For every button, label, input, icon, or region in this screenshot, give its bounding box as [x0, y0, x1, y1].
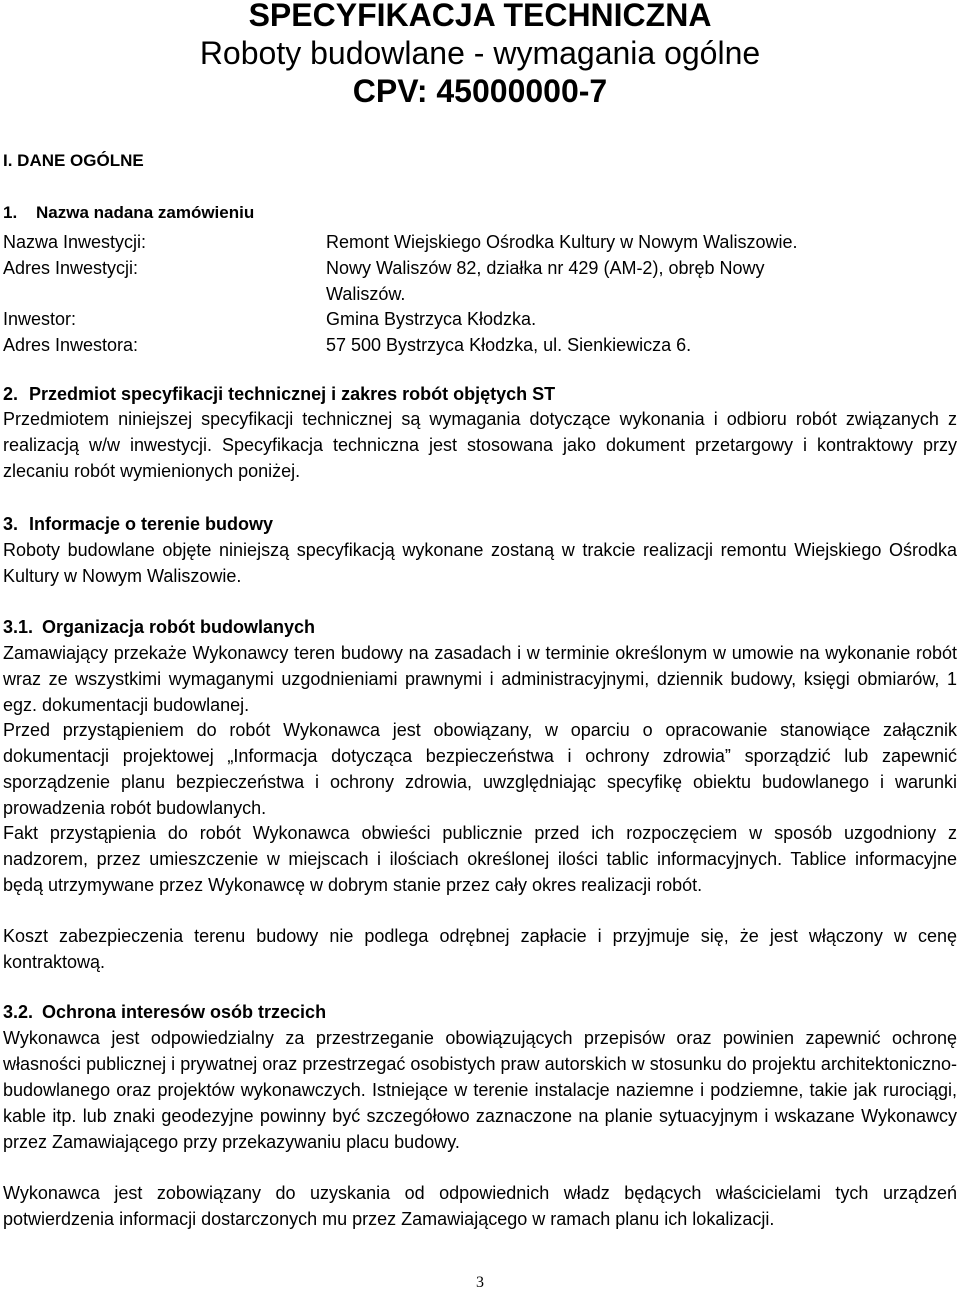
section-2-number: 2.	[3, 384, 19, 404]
field-value-nazwa-inwestycji: Remont Wiejskiego Ośrodka Kultury w Nowym Waliszowie.	[326, 232, 798, 252]
section-1-heading	[3, 200, 254, 226]
section-2-title: Przedmiot specyfikacji technicznej i zakres robót objętych ST	[29, 384, 556, 404]
field-value-adres-inwestora: 57 500 Bystrzyca Kłodzka, ul. Sienkiewicza 6.	[326, 335, 692, 355]
page-number: 3	[476, 1274, 484, 1291]
section-2-heading	[3, 381, 555, 407]
field-value-inwestor: Gmina Bystrzyca Kłodzka.	[326, 309, 537, 329]
section-3-1-paragraph: Przed przystąpieniem do robót Wykonawca jest obowiązany, w oparciu o opracowanie stanowiące załącznik dokumentacji projektowej „Informacja dotycząca bezpieczeństwa i ochrony zdrowia” sporządzić lub zapewnić sporządzenie planu bezpieczeństwa i ochrony zdrowia, uwzględniając specyfikę obiektu budowlanego i warunki prowadzenia robót budowlanych.	[3, 720, 957, 818]
section-3-1-title: Organizacja robót budowlanych	[42, 617, 316, 637]
section-3-text: Roboty budowlane objęte niniejszą specyfikacją wykonane zostaną w trakcie realizacji remontu Wiejskiego Ośrodka Kultury w Nowym Waliszowie.	[3, 540, 957, 586]
section-2-text: Przedmiotem niniejszej specyfikacji technicznej są wymagania dotyczące wykonania i odbioru robót związanych z realizacją w/w inwestycji. Specyfikacja techniczna jest stosowana jako dokument przetargowy i kontraktowy przy zlecaniu robót wymienionych poniżej.	[3, 409, 957, 481]
field-value-adres-inwestycji-cont: Waliszów.	[326, 284, 406, 304]
section-3-2-number: 3.2.	[3, 1002, 34, 1022]
section-3-2-paragraph: Wykonawca jest zobowiązany do uzyskania od odpowiednich władz będących właścicielami tych urządzeń potwierdzenia informacji dostarczonych mu przez Zamawiającego w ramach planu ich lokalizacji.	[3, 1183, 957, 1229]
section-3-2-heading	[3, 999, 326, 1025]
section-3-1-paragraph: Zamawiający przekaże Wykonawcy teren budowy na zasadach i w terminie określonym w umowie na wykonanie robót wraz ze wszystkimi wymaganymi uzgodnieniami prawnymi i administracyjnymi, dziennik budowy, księgi obmiarów, 1 egz. dokumentacji budowlanej.	[3, 643, 957, 715]
section-3-heading	[3, 511, 273, 537]
field-value-adres-inwestycji: Nowy Waliszów 82, działka nr 429 (AM-2), obręb Nowy	[326, 258, 765, 278]
section-1-number: 1.	[3, 203, 18, 222]
section-3-1-paragraph: Fakt przystąpienia do robót Wykonawca obwieści publicznie przed ich rozpoczęciem w sposób uzgodniony z nadzorem, przez umieszczenie w miejscach i ilościach określonej ilości tablic informacyjnych. Tablice informacyjne będą utrzymywane przez Wykonawcę w dobrym stanie przez cały okres realizacji robót.	[3, 823, 957, 895]
field-label-adres-inwestora: Adres Inwestora:	[3, 335, 139, 355]
section-3-title: Informacje o terenie budowy	[29, 514, 274, 534]
document-subtitle: Roboty budowlane - wymagania ogólne	[199, 35, 761, 71]
field-label-inwestor: Inwestor:	[3, 309, 77, 329]
section-1-title: Nazwa nadana zamówieniu	[36, 203, 255, 222]
section-3-2-title: Ochrona interesów osób trzecich	[42, 1002, 327, 1022]
document-title: SPECYFIKACJA TECHNICZNA	[248, 0, 712, 33]
section-3-2-paragraph: Wykonawca jest odpowiedzialny za przestrzeganie obowiązujących przepisów oraz powinien zapewnić ochronę własności publicznej i prywatnej oraz przestrzegać osobistych praw autorskich w stosunku do projektu architektoniczno-budowlanego oraz projektów wykonawczych. Istniejące w terenie instalacje naziemne i podziemne, takie jak rurociągi, kable itp. lub znaki geodezyjne powinny być szczegółowo zaznaczone na planie sytuacyjnym i wskazane Wykonawcy przez Zamawiającego przy przekazywaniu placu budowy.	[3, 1028, 957, 1152]
section-3-number: 3.	[3, 514, 19, 534]
section-3-1-heading	[3, 614, 315, 640]
section-3-1-number: 3.1.	[3, 617, 34, 637]
section-I-heading: I. DANE OGÓLNE	[3, 151, 144, 170]
section-3-1-paragraph: Koszt zabezpieczenia terenu budowy nie podlega odrębnej zapłacie i przyjmuje się, że jest włączony w cenę kontraktową.	[3, 926, 957, 972]
field-label-adres-inwestycji: Adres Inwestycji:	[3, 258, 139, 278]
field-label-nazwa-inwestycji: Nazwa Inwestycji:	[3, 232, 147, 252]
cpv-code: CPV: 45000000-7	[352, 73, 608, 109]
